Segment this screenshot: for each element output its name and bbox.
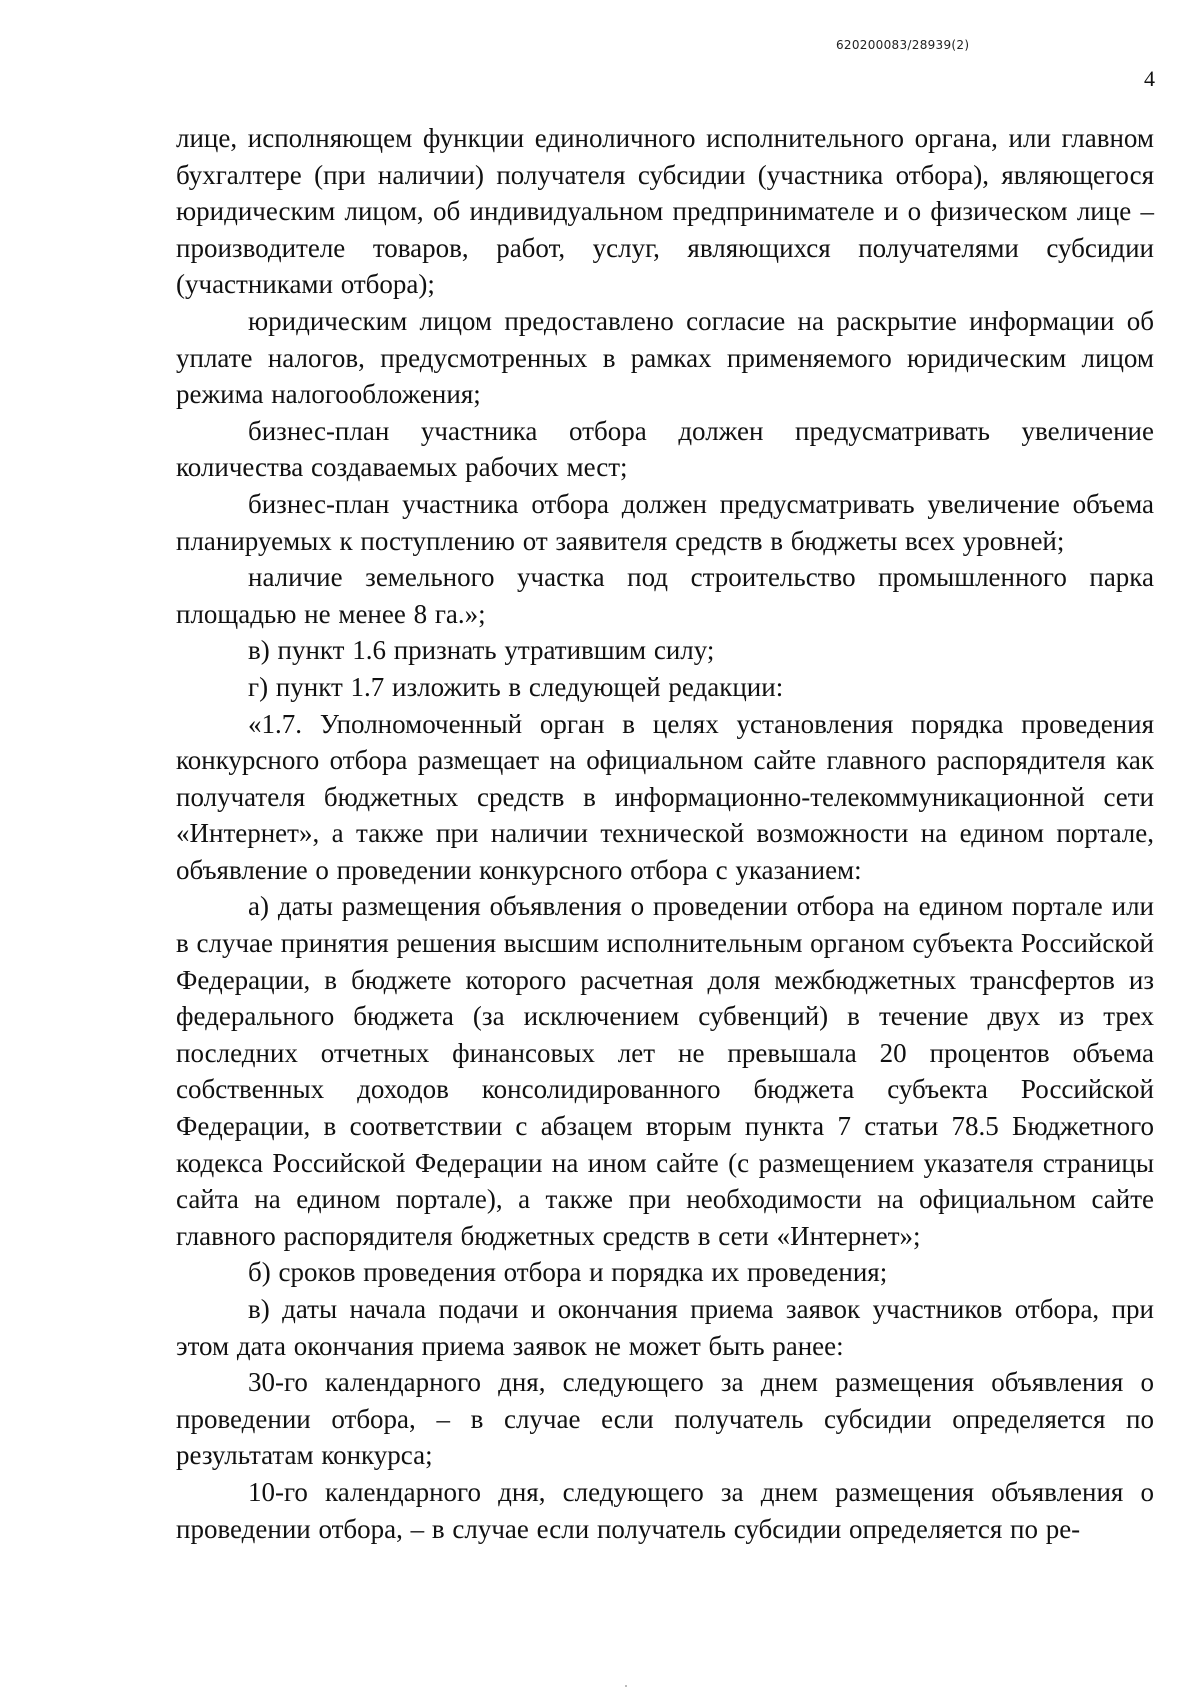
paragraph: 10-го календарного дня, следующего за днем размещения объявления о проведении отбора, – в случае если получатель субсидии определяется по ре- xyxy=(176,1476,1154,1544)
paragraph: «1.7. Уполномоченный орган в целях установления порядка проведения конкурсного отбора размещает на официальном сайте главного распорядителя как получателя бюджетных средств в информационно-телекоммуникационной сети «Интернет», а также при наличии технической возможности на едином портале, объявление о проведении конкурсного отбора с указанием: xyxy=(176,708,1154,885)
document-body xyxy=(176,120,1154,1547)
scan-speck xyxy=(625,1685,627,1687)
paragraph: а) даты размещения объявления о проведении отбора на едином портале или в случае принятия решения высшим исполнительным органом субъекта Российской Федерации, в бюджете которого расчетная доля межбюджетных трансфертов из федерального бюджета (за исключением субвенций) в течение двух из трех последних отчетных финансовых лет не превышала 20 процентов объема собственных доходов консолидированного бюджета субъекта Российской Федерации, в соответствии с абзацем вторым пункта 7 статьи 78.5 Бюджетного кодекса Российской Федерации на ином сайте (с размещением указателя страницы сайта на едином портале), а также при необходимости на официальном сайте главного распорядителя бюджетных средств в сети «Интернет»; xyxy=(176,891,1154,1251)
page-number: 4 xyxy=(1144,66,1155,91)
document-id: 620200083/28939(2) xyxy=(836,38,970,52)
paragraph: наличие земельного участка под строительство промышленного парка площадью не менее 8 га.»; xyxy=(176,562,1154,629)
paragraph: бизнес-план участника отбора должен предусматривать увеличение объема планируемых к поступлению от заявителя средств в бюджеты всех уровней; xyxy=(176,488,1154,556)
paragraph: бизнес-план участника отбора должен предусматривать увеличение количества создаваемых рабочих мест; xyxy=(176,415,1154,483)
paragraph: лице, исполняющем функции единоличного исполнительного органа, или главном бухгалтере (при наличии) получателя субсидии (участника отбора), являющегося юридическим лицом, об индивидуальном предпринимателе и о физическом лице – производителе товаров, работ, услуг, являющихся получателями субсидии (участниками отбора); xyxy=(176,123,1154,300)
paragraph: б) сроков проведения отбора и порядка их проведения; xyxy=(248,1257,888,1288)
paragraph: 30-го календарного дня, следующего за днем размещения объявления о проведении отбора, – в случае если получатель субсидии определяется по результатам конкурса; xyxy=(176,1367,1154,1471)
paragraph: юридическим лицом предоставлено согласие на раскрытие информации об уплате налогов, предусмотренных в рамках применяемого юридическим лицом режима налогообложения; xyxy=(176,305,1154,410)
paragraph: г) пункт 1.7 изложить в следующей редакции: xyxy=(248,671,784,702)
paragraph: в) даты начала подачи и окончания приема заявок участников отбора, при этом дата окончания приема заявок не может быть ранее: xyxy=(176,1294,1154,1361)
paragraph: в) пункт 1.6 признать утратившим силу; xyxy=(248,635,715,666)
